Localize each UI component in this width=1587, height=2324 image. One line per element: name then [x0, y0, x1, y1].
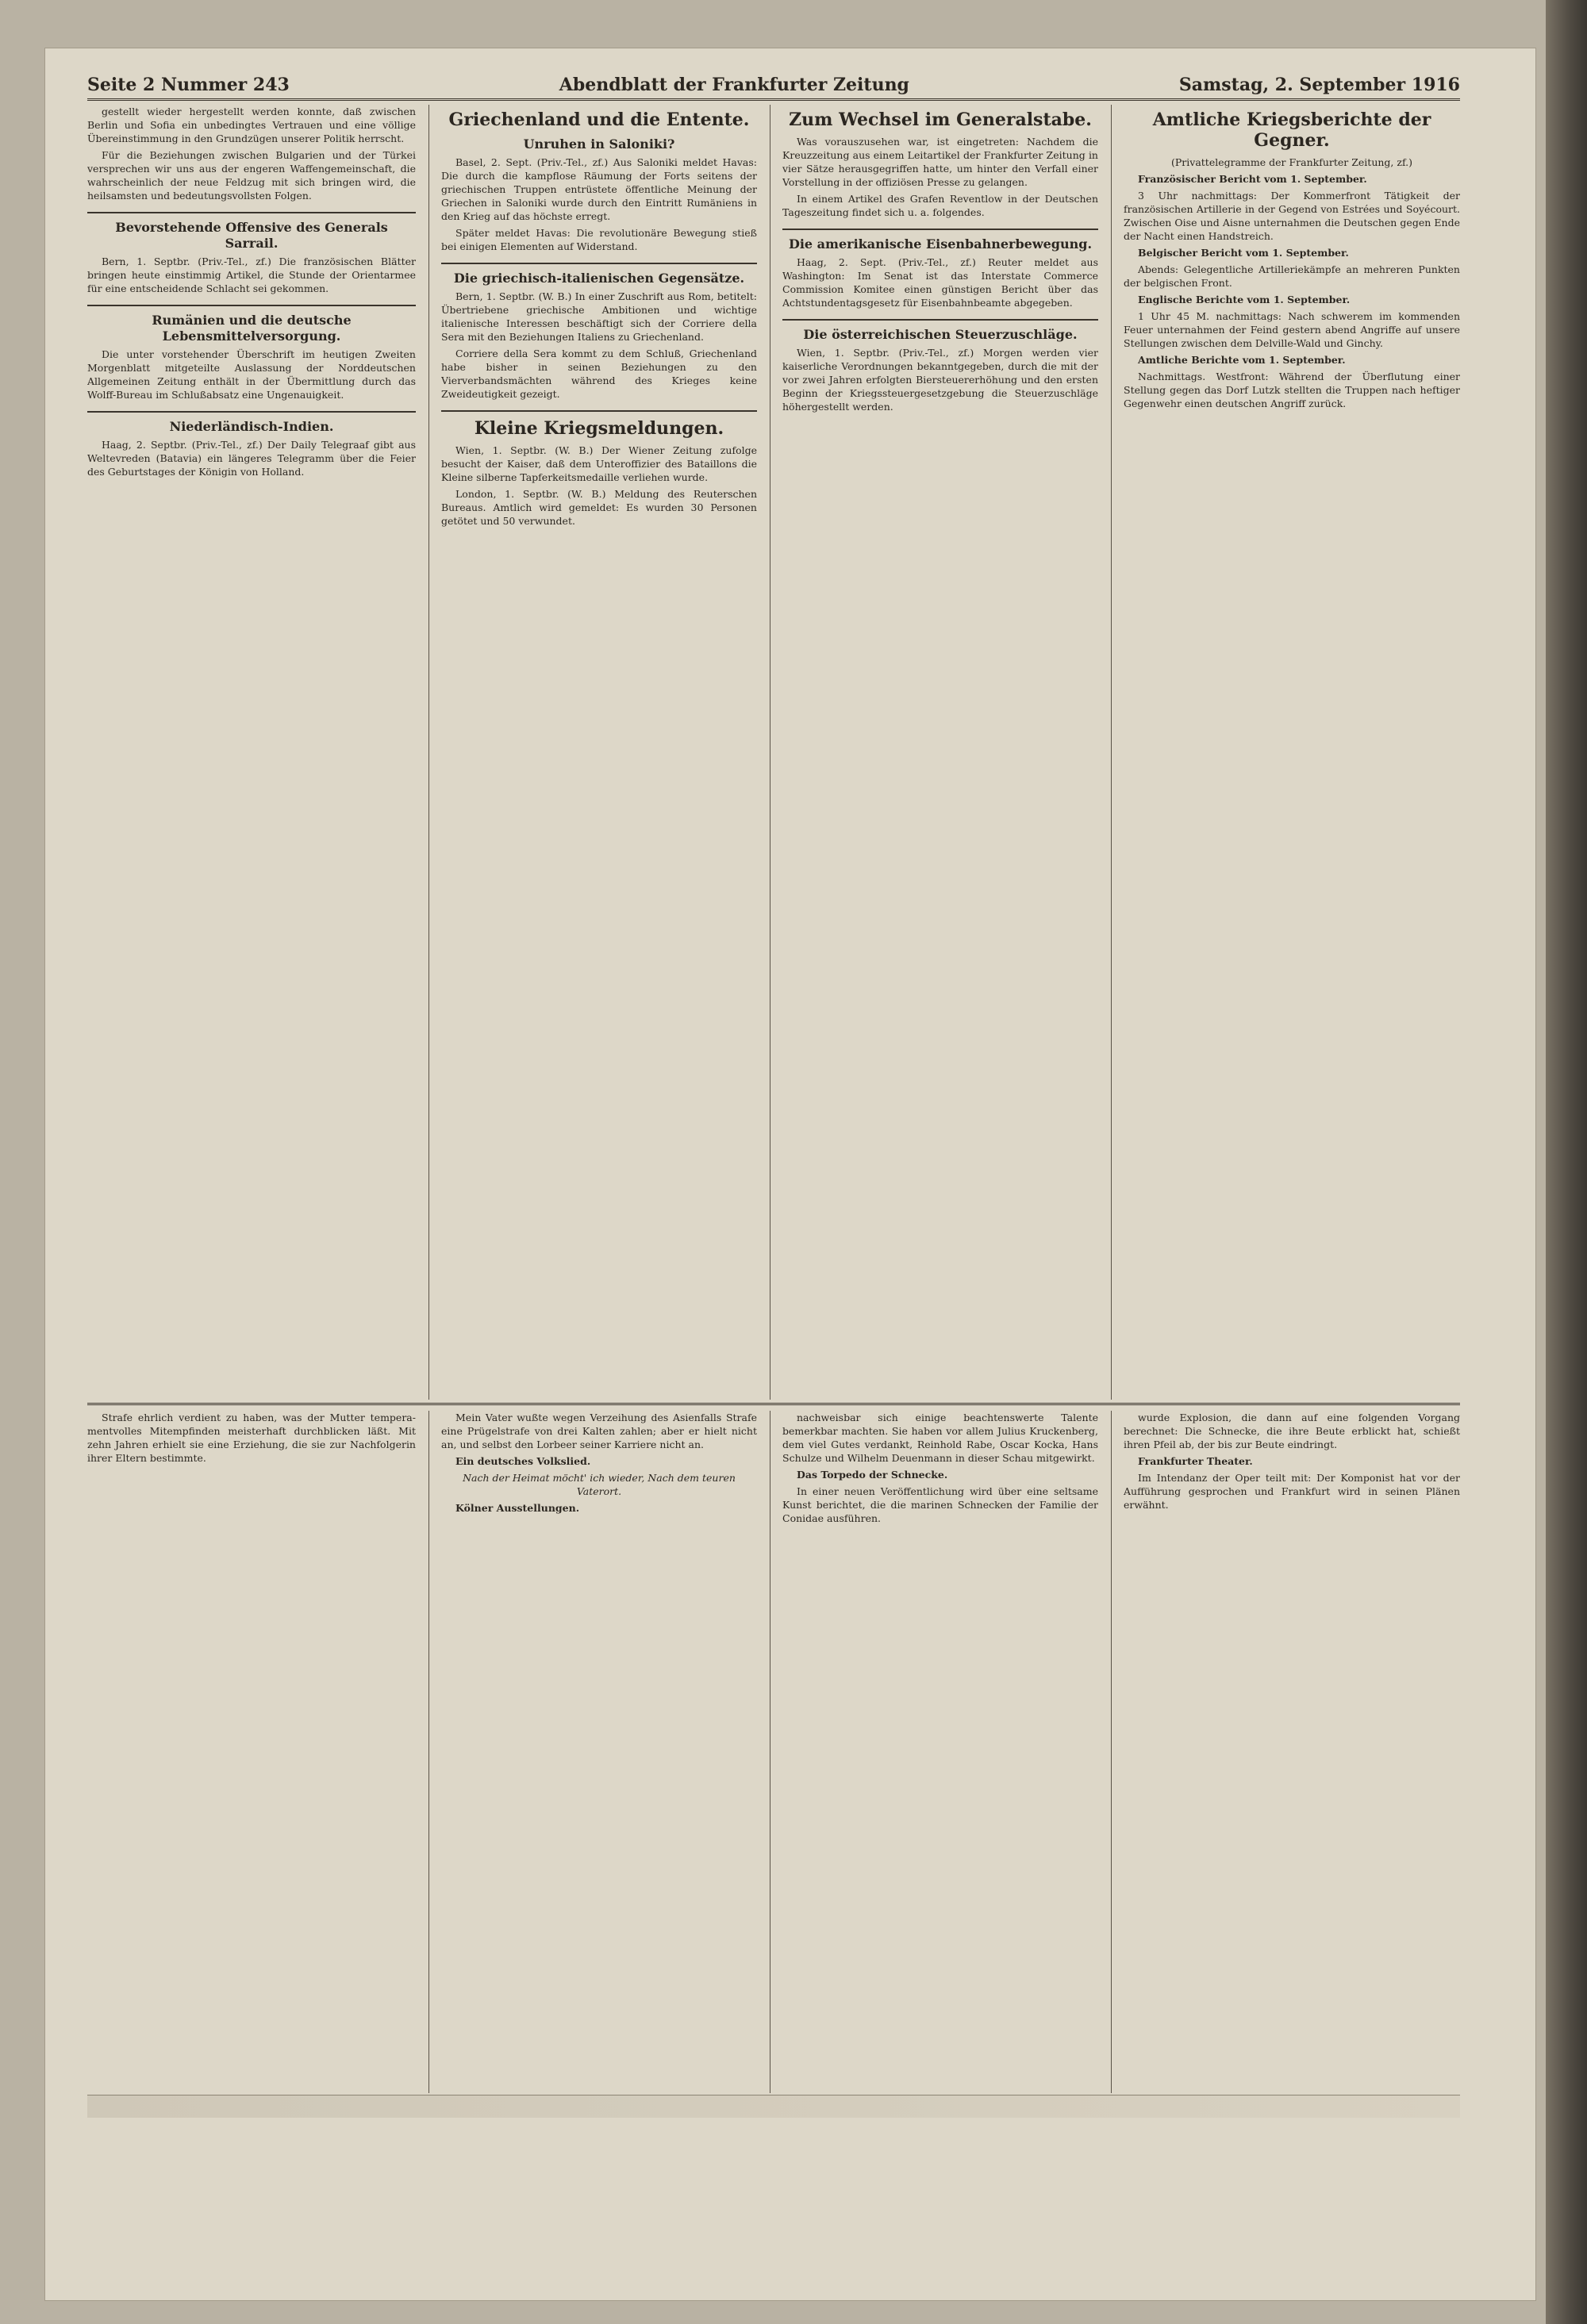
article-heading: Bevorstehende Offensive des Generals Sarrail. [115, 220, 388, 251]
report-heading: Englische Berichte vom 1. September. [1138, 294, 1351, 305]
article-text: London, 1. Septbr. (W. B.) Meldung des Reuterschen Bureaus. Amtlich wird gemeldet: Es wurden 30 Personen getötet und 50 verwundet. [441, 488, 757, 527]
issue-date: Samstag, 2. September 1916 [1178, 75, 1460, 95]
article-text: Bern, 1. Septbr. (W. B.) In einer Zuschrift aus Rom, betitelt: Übertriebene griechische Ambitionen und wichtige italienische Interessen beschäftigt sich der Corriere della Sera mit den Beziehungen Italiens zu Griechenland. [441, 290, 757, 343]
feuilleton-text: Im Intendanz der Oper teilt mit: Der Komponist hat vor der Aufführung gesprochen und Frankfurt wird in seinen Plänen erwähnt. [1124, 1472, 1460, 1511]
article-subheading: (Privattelegramme der Frankfurter Zeitung, zf.) [1171, 156, 1412, 168]
column-rule [1111, 105, 1112, 1400]
article-text: Für die Beziehungen zwischen Bulgarien und der Türkei versprechen wir uns aus der engeren Waffengemeinschaft, die wahrscheinlich der neue Feldzug mit sich bringen wird, die heilsamsten und bedeutungsvollsten Folgen. [87, 149, 416, 202]
article-text: In einem Artikel des Grafen Reventlow in der Deutschen Tageszeitung findet sich u. a. folgendes. [782, 193, 1098, 218]
article-subheading: Unruhen in Saloniki? [523, 136, 675, 152]
article-heading: Niederländisch-Indien. [169, 419, 334, 434]
article-heading: Amtliche Kriegsberichte der Gegner. [1152, 109, 1431, 151]
feuilleton-heading: Frankfurter Theater. [1138, 1455, 1253, 1467]
article-divider [441, 410, 757, 412]
report-heading: Französischer Bericht vom 1. September. [1138, 173, 1367, 185]
feuilleton-text: Strafe ehrlich verdient zu haben, was der Mutter tempera-mentvolles Mitempfinden meisterhaft durchblicken läßt. Mit zehn Jahren erhielt sie eine Erziehung, die sie zur Nachfolgerin ihrer Eltern bestimmte. [87, 1412, 416, 1464]
article-text: Die unter vorstehender Überschrift im heutigen Zweiten Morgenblatt mitgeteilte Auslassung der Norddeutschen Allgemeinen Zeitung enthält in der Übermittlung durch das Wolff-Bureau im Schlußabsatz eine Ungenauigkeit. [87, 348, 416, 401]
article-text: 3 Uhr nachmittags: Der Kommerfront Tätigkeit der französischen Artillerie in der Gegend von Estrées und Soyécourt. Zwischen Oise und Aisne unternahmen die Deutschen gegen Ende der Nacht einen Handstreich. [1124, 190, 1460, 242]
article-text: gestellt wieder hergestellt werden konnte, daß zwischen Berlin und Sofia ein unbedingtes Vertrauen und eine völlige Übereinstimmung in den Grundzügen unserer Politik herrscht. [87, 106, 416, 144]
article-heading: Die amerikanische Eisenbahnerbewegung. [788, 236, 1093, 252]
article-text: Wien, 1. Septbr. (Priv.-Tel., zf.) Morgen werden vier kaiserliche Verordnungen bekanntgegeben, durch die mit der vor zwei Jahren erfolgten Biersteuererhöhung und den ersten Beginn der Kriegssteuergesetzgebung die Steuerzuschläge höhergestellt werden. [782, 347, 1098, 413]
feuilleton-heading: Das Torpedo der Schnecke. [797, 1469, 948, 1481]
article-text: Wien, 1. Septbr. (W. B.) Der Wiener Zeitung zufolge besucht der Kaiser, daß dem Unteroffizier des Bataillons die Kleine silberne Tapferkeitsmedaille verliehen wurde. [441, 444, 757, 483]
article-heading: Die österreichischen Steuerzuschläge. [803, 327, 1078, 342]
feuilleton-heading: Ein deutsches Volkslied. [455, 1455, 591, 1467]
feuilleton-column-2 [441, 1411, 757, 2093]
feuilleton-column-1 [87, 1411, 416, 2093]
article-divider [87, 305, 416, 306]
article-divider [782, 319, 1098, 321]
column-rule [1111, 1411, 1112, 2093]
article-divider [87, 212, 416, 213]
feuilleton-divider [87, 1403, 1460, 1405]
article-text: Später meldet Havas: Die revolutionäre Bewegung stieß bei einigen Elementen auf Widerstand. [441, 227, 757, 252]
article-text: Haag, 2. Septbr. (Priv.-Tel., zf.) Der Daily Telegraaf gibt aus Weltevreden (Batavia) ein längeres Telegramm über die Feier des Geburtstages der Königin von Holland. [87, 439, 416, 478]
column-rule [428, 1411, 429, 2093]
page-number: Seite 2 Nummer 243 [87, 75, 290, 95]
article-heading: Kleine Kriegsmeldungen. [474, 418, 724, 439]
feuilleton-text: nachweisbar sich einige beachtenswerte Talente bemerkbar machten. Sie haben vor allem Julius Kruckenberg, dem viel Gutes verdankt, Reinhold Rabe, Oscar Kocka, Hans Schulze und Wilhelm Deuenmann in dieser Schau mitgewirkt. [782, 1412, 1098, 1464]
newspaper-title: Abendblatt der Frankfurter Zeitung [559, 75, 909, 95]
article-text: Abends: Gelegentliche Artilleriekämpfe an mehreren Punkten der belgischen Front. [1124, 263, 1460, 289]
article-text: Haag, 2. Sept. (Priv.-Tel., zf.) Reuter meldet aus Washington: Im Senat ist das Interstate Commerce Commission Komitee einen günstigen Bericht über das Achtstundentagsgesetz für Eisenbahnbeamte abgegeben. [782, 256, 1098, 309]
feuilleton-text: wurde Explosion, die dann auf eine folgenden Vorgang berechnet: Die Schnecke, die ihre Beute erblickt hat, schießt ihren Pfeil ab, der bis zur Beute eindringt. [1124, 1412, 1460, 1450]
page-footer-strip [87, 2095, 1460, 2118]
article-divider [441, 263, 757, 264]
article-text: 1 Uhr 45 M. nachmittags: Nach schwerem im kommenden Feuer unternahmen der Feind gestern abend Angriffe auf unsere Stellungen zwischen dem Delville-Wald und Ginchy. [1124, 310, 1460, 349]
column-2 [441, 105, 757, 1390]
report-heading: Amtliche Berichte vom 1. September. [1138, 354, 1346, 366]
article-text: Basel, 2. Sept. (Priv.-Tel., zf.) Aus Saloniki meldet Havas: Die durch die kampflose Räumung der Forts seitens der griechischen Truppen entrüstete öffentliche Meinung der Griechen in Saloniki wurde durch den Eintritt Rumäniens in den Krieg auf das höchste erregt. [441, 156, 757, 222]
article-heading: Griechenland und die Entente. [448, 109, 750, 130]
article-text: Bern, 1. Septbr. (Priv.-Tel., zf.) Die französischen Blätter bringen heute einstimmig Artikel, die Stunde der Orientarmee für eine entscheidende Schlacht sei gekommen. [87, 255, 416, 294]
article-text: Was vorauszusehen war, ist eingetreten: Nachdem die Kreuzzeitung aus einem Leitartikel der Frankfurter Zeitung in vier Sätze herausgegriffen hatte, um hinter den Verfall einer Vorstellung in der offiziösen Presse zu gelangen. [782, 136, 1098, 188]
column-rule [428, 105, 429, 1400]
article-divider [782, 229, 1098, 230]
feuilleton-text: In einer neuen Veröffentlichung wird über eine seltsame Kunst berichtet, die die marinen Schnecken der Familie der Conidae ausführen. [782, 1485, 1098, 1524]
feuilleton-column-3 [782, 1411, 1098, 2093]
book-spine [1546, 0, 1587, 2324]
column-4 [1124, 105, 1460, 1390]
feuilleton-heading: Kölner Ausstellungen. [455, 1502, 580, 1514]
article-text: Nachmittags. Westfront: Während der Überflutung einer Stellung gegen das Dorf Lutzk stellten die Truppen nach heftiger Gegenwehr einen deutschen Angriff zurück. [1124, 371, 1460, 409]
column-3 [782, 105, 1098, 1390]
column-1 [87, 105, 416, 1390]
article-heading: Rumänien und die deutsche Lebensmittelversorgung. [152, 313, 352, 344]
poem-text: Nach der Heimat möcht' ich wieder, Nach dem teuren Vaterort. [463, 1472, 736, 1497]
article-text: Corriere della Sera kommt zu dem Schluß, Griechenland habe bisher in seinen Beziehungen zu den Vierverbandsmächten während des Krieges keine Zweideutigkeit gezeigt. [441, 348, 757, 400]
article-heading: Zum Wechsel im Generalstabe. [789, 109, 1092, 130]
report-heading: Belgischer Bericht vom 1. September. [1138, 247, 1349, 259]
masthead [87, 68, 1460, 101]
article-heading: Die griechisch-italienischen Gegensätze. [453, 271, 745, 286]
feuilleton-text: Mein Vater wußte wegen Verzeihung des Asienfalls Strafe eine Prügelstrafe von drei Kalten zahlen; aber er hielt nicht an, und selbst den Lorbeer seiner Karriere nicht an. [441, 1412, 757, 1450]
feuilleton-column-4 [1124, 1411, 1460, 2093]
article-divider [87, 411, 416, 413]
